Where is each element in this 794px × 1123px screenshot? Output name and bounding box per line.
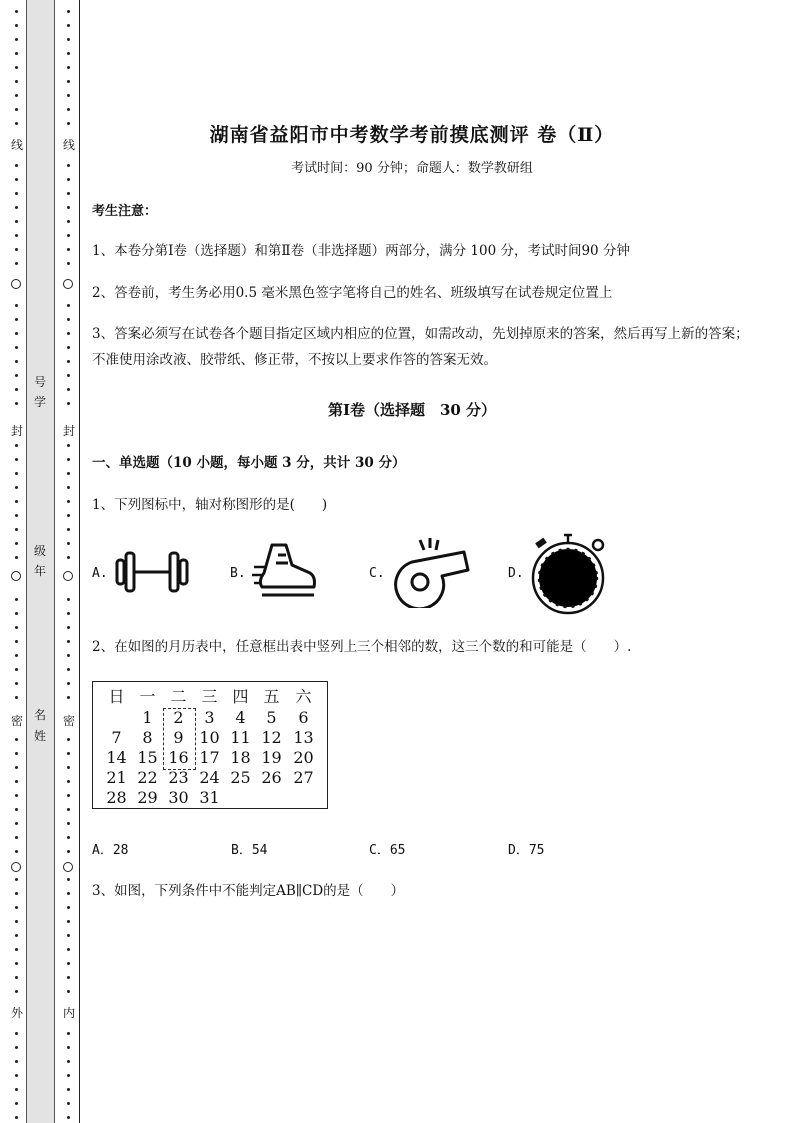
seal-dot [15, 1088, 18, 1091]
seal-dot [67, 500, 70, 503]
outer-seal-label: 密 [10, 714, 23, 728]
seal-dot [67, 514, 70, 517]
seal-dot [67, 626, 70, 629]
calendar-day-cell: 9 [173, 728, 184, 747]
binding-margin [0, 0, 82, 1123]
seal-dot [15, 24, 18, 27]
seal-dot [15, 598, 18, 601]
seal-dot [67, 94, 70, 97]
seal-dot [15, 80, 18, 83]
seal-dot [67, 360, 70, 363]
seal-dot [67, 234, 70, 237]
dumbbell-icon [114, 548, 190, 596]
running-shoe-icon [252, 541, 318, 603]
seal-dot [15, 1046, 18, 1049]
seal-dot [67, 1046, 70, 1049]
calendar-day-cell: 22 [137, 768, 158, 787]
notice-item-1: 1、本卷分第Ⅰ卷（选择题）和第Ⅱ卷（非选择题）两部分，满分 100 分，考试时间90 分钟 [92, 243, 630, 259]
outer-seal-label: 封 [10, 424, 23, 438]
seal-dot [67, 892, 70, 895]
seal-dot [15, 514, 18, 517]
seal-circle [11, 571, 21, 581]
seal-dot [67, 780, 70, 783]
calendar-header-cell: 二 [170, 687, 187, 706]
seal-dot [15, 206, 18, 209]
seal-dot [67, 1102, 70, 1105]
seal-dot [67, 1060, 70, 1063]
seal-circle [63, 571, 73, 581]
calendar-day-cell: 10 [199, 728, 220, 747]
seal-dot [15, 906, 18, 909]
calendar-day-cell: 4 [235, 708, 246, 727]
seal-dot [67, 738, 70, 741]
seal-dot [67, 1116, 70, 1119]
seal-dot [67, 52, 70, 55]
question-2-text: 2、在如图的月历表中，任意框出表中竖列上三个相邻的数，这三个数的和可能是（ ）. [92, 639, 632, 655]
calendar-day-cell: 24 [199, 768, 220, 787]
seal-dot [67, 668, 70, 671]
seal-dot [67, 962, 70, 965]
seal-dot [67, 318, 70, 321]
seal-dot [67, 542, 70, 545]
seal-dot [67, 682, 70, 685]
label-ji: 级 [33, 544, 46, 558]
calendar-day-cell: 13 [293, 728, 314, 747]
q1-option-c-label: C. [369, 566, 385, 581]
seal-dot [15, 52, 18, 55]
seal-dot [15, 794, 18, 797]
seal-dot [67, 640, 70, 643]
seal-dot [67, 752, 70, 755]
seal-dot [15, 668, 18, 671]
seal-dot [67, 528, 70, 531]
seal-dot [15, 192, 18, 195]
seal-dot [15, 318, 18, 321]
seal-dot [67, 878, 70, 881]
notice-heading: 考生注意： [92, 204, 158, 219]
question-1-text: 1、下列图标中，轴对称图形的是( ) [92, 497, 328, 513]
seal-dot [15, 262, 18, 265]
seal-dot [15, 402, 18, 405]
seal-dot [15, 556, 18, 559]
seal-dot [67, 80, 70, 83]
calendar-header-cell: 一 [139, 687, 156, 706]
seal-dot [15, 164, 18, 167]
calendar-day-cell: 5 [266, 708, 277, 727]
inner-seal-column [60, 0, 78, 1123]
seal-dot [15, 738, 18, 741]
seal-dot [67, 164, 70, 167]
seal-dot [67, 220, 70, 223]
seal-dot [67, 346, 70, 349]
page-title: 湖南省益阳市中考数学考前摸底测评 卷（Ⅱ） [209, 124, 615, 146]
seal-dot [15, 822, 18, 825]
seal-circle [63, 279, 73, 289]
q2-answer-a: A．28 [92, 843, 129, 858]
calendar-day-cell: 1 [142, 708, 153, 727]
seal-dot [67, 920, 70, 923]
seal-circle [11, 279, 21, 289]
seal-dot [67, 444, 70, 447]
seal-dot [15, 752, 18, 755]
seal-dot [15, 444, 18, 447]
seal-dot [67, 262, 70, 265]
calendar-day-cell: 26 [261, 768, 282, 787]
seal-dot [15, 654, 18, 657]
q2-answer-c: C．65 [369, 843, 406, 858]
inner-seal-label: 密 [62, 714, 75, 728]
seal-dot [67, 472, 70, 475]
calendar-day-cell: 20 [293, 748, 314, 767]
seal-dot [67, 654, 70, 657]
inner-seal-label: 线 [62, 138, 75, 152]
notice-item-3: 3、答案必须写在试卷各个题目指定区域内相应的位置，如需改动，先划掉原来的答案，然后再写上新的答案；不准使用涂改液、胶带纸、修正带，不按以上要求作答的答案无效。 [92, 326, 749, 368]
seal-dot [15, 976, 18, 979]
outer-seal-column [8, 0, 26, 1123]
seal-dot [15, 878, 18, 881]
seal-dot [67, 388, 70, 391]
seal-dot [67, 612, 70, 615]
calendar-day-cell: 30 [168, 788, 189, 807]
seal-dot [67, 402, 70, 405]
calendar-header-cell: 三 [201, 687, 218, 706]
seal-dot [67, 38, 70, 41]
seal-dot [67, 374, 70, 377]
seal-dot [15, 108, 18, 111]
seal-dot [15, 626, 18, 629]
seal-dot [67, 990, 70, 993]
seal-dot [67, 934, 70, 937]
calendar-day-cell: 14 [106, 748, 127, 767]
calendar-day-cell: 19 [261, 748, 282, 767]
seal-dot [15, 542, 18, 545]
seal-dot [67, 486, 70, 489]
seal-dot [15, 360, 18, 363]
margin-rule-line [79, 0, 80, 1123]
seal-dot [67, 766, 70, 769]
seal-dot [15, 808, 18, 811]
label-ming: 名 [33, 708, 46, 722]
calendar-day-cell: 18 [230, 748, 251, 767]
seal-circle [11, 862, 21, 872]
seal-dot [15, 220, 18, 223]
calendar-day-cell: 8 [142, 728, 153, 747]
label-hao: 号 [33, 375, 46, 389]
seal-dot [67, 206, 70, 209]
seal-dot [67, 696, 70, 699]
calendar-day-cell: 31 [199, 788, 220, 807]
calendar-day-cell: 27 [293, 768, 314, 787]
seal-dot [15, 640, 18, 643]
seal-dot [67, 248, 70, 251]
seal-dot [67, 192, 70, 195]
seal-dot [15, 1074, 18, 1077]
seal-dot [15, 780, 18, 783]
label-nian: 年 [33, 564, 46, 578]
seal-dot [15, 682, 18, 685]
q1-option-a-label: A. [92, 566, 108, 581]
calendar-day-cell: 15 [137, 748, 158, 767]
seal-dot [15, 1032, 18, 1035]
seal-dot [15, 248, 18, 251]
seal-dot [67, 10, 70, 13]
calendar-day-cell: 17 [199, 748, 220, 767]
calendar-header-cell: 五 [263, 687, 280, 706]
seal-dot [67, 976, 70, 979]
seal-dot [15, 38, 18, 41]
calendar-header-cell: 六 [295, 687, 312, 706]
seal-dot [15, 920, 18, 923]
q2-answer-b: B．54 [231, 843, 268, 858]
calendar-day-cell: 6 [298, 708, 309, 727]
seal-dot [15, 388, 18, 391]
seal-dot [15, 10, 18, 13]
seal-dot [67, 822, 70, 825]
seal-dot [67, 122, 70, 125]
seal-dot [15, 612, 18, 615]
seal-dot [67, 1088, 70, 1091]
calendar-day-cell: 11 [230, 728, 251, 747]
seal-dot [67, 458, 70, 461]
calendar-day-cell: 3 [204, 708, 215, 727]
calendar-table [92, 681, 328, 809]
seal-dot [67, 304, 70, 307]
label-xing: 姓 [33, 729, 46, 743]
calendar-header-cell: 四 [232, 687, 249, 706]
seal-dot [67, 598, 70, 601]
question-3-text: 3、如图，下列条件中不能判定AB∥CD的是（ ） [92, 883, 405, 899]
seal-dot [15, 458, 18, 461]
inner-seal-label: 内 [62, 1006, 75, 1020]
seal-dot [15, 66, 18, 69]
seal-dot [67, 556, 70, 559]
inner-seal-label: 封 [62, 424, 75, 438]
seal-dot [67, 850, 70, 853]
calendar-day-cell: 23 [168, 768, 189, 787]
seal-dot [15, 766, 18, 769]
label-xue: 学 [33, 395, 46, 409]
calendar-day-cell: 25 [230, 768, 251, 787]
seal-dot [15, 1102, 18, 1105]
seal-dot [67, 808, 70, 811]
seal-dot [15, 934, 18, 937]
q2-answer-d: D．75 [508, 843, 545, 858]
seal-dot [15, 304, 18, 307]
seal-dot [67, 178, 70, 181]
seal-dot [15, 836, 18, 839]
seal-dot [15, 472, 18, 475]
seal-dot [15, 850, 18, 853]
q1-option-b-label: B. [230, 566, 246, 581]
seal-dot [67, 332, 70, 335]
seal-dot [67, 24, 70, 27]
seal-dot [15, 528, 18, 531]
seal-dot [15, 234, 18, 237]
seal-dot [15, 990, 18, 993]
seal-dot [67, 108, 70, 111]
seal-dot [15, 892, 18, 895]
seal-dot [15, 374, 18, 377]
seal-dot [15, 500, 18, 503]
calendar-day-cell: 2 [173, 708, 184, 727]
q1-option-d-label: D. [508, 566, 524, 581]
seal-dot [15, 94, 18, 97]
outer-seal-label: 外 [10, 1006, 23, 1020]
seal-dot [67, 1074, 70, 1077]
seal-dot [15, 948, 18, 951]
notice-item-2: 2、答卷前，考生务必用0.5 毫米黑色签字笔将自己的姓名、班级填写在试卷规定位置上 [92, 285, 613, 301]
calendar-header-cell: 日 [108, 687, 125, 706]
calendar-day-cell: 21 [106, 768, 127, 787]
stopwatch-icon [528, 530, 612, 616]
calendar-day-cell: 28 [106, 788, 127, 807]
seal-dot [67, 66, 70, 69]
student-info-strip [26, 0, 55, 1123]
section-title: 第Ⅰ卷（选择题 30 分） [327, 401, 497, 419]
calendar-day-cell: 12 [261, 728, 282, 747]
seal-dot [15, 962, 18, 965]
seal-dot [67, 948, 70, 951]
calendar-day-cell: 29 [137, 788, 158, 807]
seal-dot [67, 836, 70, 839]
seal-dot [15, 1116, 18, 1119]
seal-dot [15, 696, 18, 699]
calendar-day-cell: 16 [168, 748, 189, 767]
seal-dot [67, 1032, 70, 1035]
seal-dot [15, 346, 18, 349]
seal-dot [67, 906, 70, 909]
part-title: 一、单选题（10 小题，每小题 3 分，共计 30 分） [92, 455, 406, 471]
seal-circle [63, 862, 73, 872]
seal-dot [67, 794, 70, 797]
outer-seal-label: 线 [10, 138, 23, 152]
seal-dot [15, 1060, 18, 1063]
exam-subtitle: 考试时间：90 分钟；命题人：数学教研组 [291, 161, 533, 176]
seal-dot [15, 486, 18, 489]
whistle-icon [390, 536, 472, 608]
seal-dot [15, 178, 18, 181]
seal-dot [15, 332, 18, 335]
calendar-day-cell: 7 [111, 728, 122, 747]
seal-dot [15, 122, 18, 125]
